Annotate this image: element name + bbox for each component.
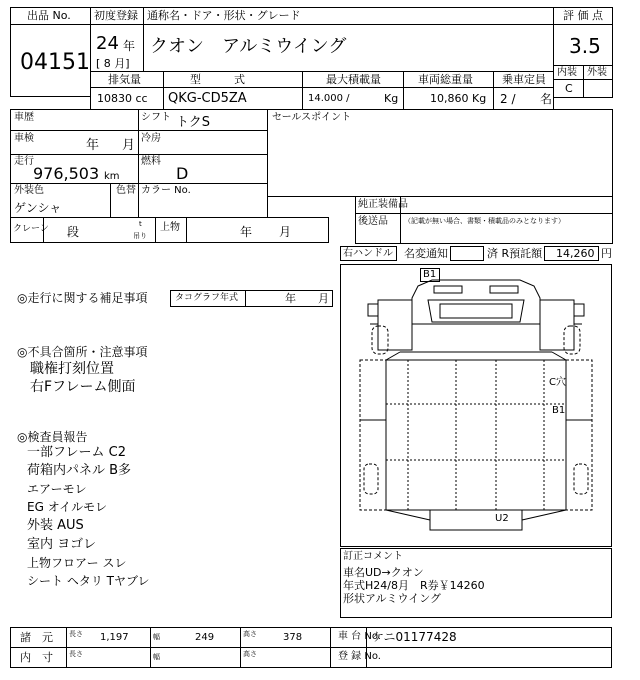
overall-score: 3.5 <box>569 34 601 58</box>
displacement-value: 10830 cc <box>97 92 148 105</box>
inspection-label: 車検 <box>14 133 34 144</box>
aftermarket-note: （記載が無い場合、書類・積載品のみとなります） <box>404 217 565 225</box>
crane-ton: t <box>139 220 142 228</box>
upper-month: 月 <box>279 225 292 239</box>
inspection-month: 月 <box>122 138 136 153</box>
diagram-mark-front: B1 <box>423 269 437 280</box>
height-label: 高さ <box>243 630 257 638</box>
capacity-value: 2 / <box>500 92 516 106</box>
model-value: QKG-CD5ZA <box>168 91 247 106</box>
aftermarket-label: 後送品 <box>358 216 388 227</box>
registration-label: 登 録 No. <box>338 651 381 662</box>
length-value: 1,197 <box>100 632 129 643</box>
color-label: 外装色 <box>14 185 44 196</box>
inspector-item: 一部フレーム C2 <box>27 445 126 460</box>
correction-title: 訂正コメント <box>343 551 403 562</box>
color-code-label: カラー No. <box>141 185 191 196</box>
chassis-label: 車 台 No. <box>338 631 381 642</box>
displacement-label: 排気量 <box>108 73 141 86</box>
crane-label: クレーン <box>13 224 49 234</box>
width-value: 249 <box>195 632 215 643</box>
inspector-item: 室内 ヨゴレ <box>27 537 97 552</box>
inspector-item: エアーモレ <box>27 482 87 496</box>
sales-point-label: セールスポイント <box>272 112 352 123</box>
truck-diagram <box>340 264 612 547</box>
color-value: ゲンシャ <box>14 201 62 215</box>
mileage-label: 走行 <box>14 156 34 167</box>
fuel-value: D <box>176 164 189 183</box>
car-name-label: 通称名・ドア・形状・グレード <box>147 9 301 22</box>
correction-line: 形状アルミウイング <box>343 592 442 605</box>
shift-label: シフト <box>141 112 171 123</box>
inspector-item: 上物フロアー スレ <box>27 556 127 570</box>
inspector-item: シート ヘタリ Tヤブレ <box>27 574 150 588</box>
genuine-equipment-label: 純正装備品 <box>358 199 408 210</box>
interior-score: C <box>565 82 573 95</box>
defect-item: 職権打刻位置 <box>30 361 114 377</box>
score-label: 評 価 点 <box>563 9 603 22</box>
mileage-unit: km <box>104 171 120 182</box>
steering-value: 右ハンドル <box>343 248 393 259</box>
defect-item: 右Fフレーム側面 <box>30 379 136 395</box>
length-label: 長さ <box>69 630 83 638</box>
ac-label: 冷房 <box>141 133 161 144</box>
dims-label: 諸 元 <box>20 631 53 644</box>
recycle-unit: 円 <box>601 247 612 260</box>
gross-weight-value: 10,860 Kg <box>430 92 487 105</box>
lot-no: 04151 <box>20 50 90 75</box>
height-label: 高さ <box>243 650 257 658</box>
model-label: 型 式 <box>190 73 245 86</box>
inspector-title: ◎検査員報告 <box>17 430 88 444</box>
exterior-score-label: 外装 <box>587 67 607 78</box>
diagram-mark-side: B1 <box>552 405 566 416</box>
max-load-value: 14.000 / <box>308 93 350 104</box>
name-change-box <box>450 246 484 261</box>
diagram-mark-rear: U2 <box>495 513 509 524</box>
upper-label: 上物 <box>160 222 180 233</box>
interior-score-label: 内装 <box>557 67 577 78</box>
fuel-label: 燃料 <box>141 156 161 167</box>
lot-no-label: 出品 No. <box>27 9 71 22</box>
shift-value: トクS <box>176 115 210 130</box>
height-value: 378 <box>283 632 303 643</box>
interior-dims-label: 内 寸 <box>20 651 53 664</box>
max-load-label: 最大積載量 <box>326 73 381 86</box>
first-reg-month: [ 8 月] <box>96 57 130 70</box>
width-label: 幅 <box>153 633 160 641</box>
max-load-unit: Kg <box>384 92 399 105</box>
diagram-mark-side-hole: C穴 <box>549 377 566 388</box>
capacity-label: 乗車定員 <box>502 73 546 86</box>
crane-hang: 吊り <box>133 232 147 240</box>
inspection-year: 年 <box>86 138 100 153</box>
first-reg-year-unit: 年 <box>123 39 136 53</box>
tachograph-month: 月 <box>318 292 329 305</box>
tachograph-year: 年 <box>285 292 296 305</box>
correction-line: 年式H24/8月 R券￥14260 <box>343 579 485 592</box>
color-change-label: 色替 <box>116 185 136 196</box>
recycle-label: 済 R預託額 <box>487 247 543 260</box>
correction-line: 車名UD→クオン <box>343 566 424 579</box>
gross-weight-label: 車両総重量 <box>418 73 473 86</box>
inspector-item: EG オイルモレ <box>27 500 108 514</box>
defects-title: ◎不具合箇所・注意事項 <box>17 345 148 359</box>
history-label: 車歴 <box>14 112 34 123</box>
capacity-unit: 名 <box>540 92 553 106</box>
chassis-value: ケニ01177428 <box>372 630 457 644</box>
inspector-item: 外装 AUS <box>27 518 84 533</box>
inspector-item: 荷箱内パネル B多 <box>27 463 132 478</box>
length-label: 長さ <box>69 650 83 658</box>
upper-year: 年 <box>240 225 253 239</box>
car-name: クオン アルミウイング <box>150 36 347 57</box>
mileage-value: 976,503 <box>33 164 100 183</box>
running-notes-title: ◎走行に関する補足事項 <box>17 291 148 305</box>
first-reg-year: 24 <box>96 33 119 54</box>
first-reg-label: 初度登録 <box>94 9 138 22</box>
crane-stage: 段 <box>67 225 80 239</box>
name-change-label: 名変通知 <box>404 247 448 260</box>
recycle-value: 14,260 <box>556 247 595 260</box>
tachograph-label: タコグラフ年式 <box>175 293 239 303</box>
width-label: 幅 <box>153 653 160 661</box>
